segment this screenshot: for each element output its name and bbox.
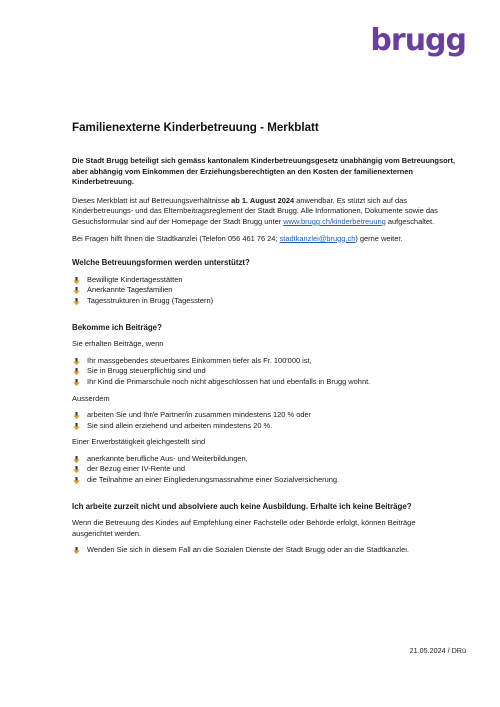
list-item-text: Ihr Kind die Primarschule noch nicht abgeschlossen hat und ebenfalls in Brugg wohnt. (87, 376, 371, 386)
contributions-heading: Bekomme ich Beiträge? (72, 322, 162, 332)
list-item (72, 475, 458, 486)
list-item (72, 421, 458, 432)
effective-date: ab 1. August 2024 (231, 195, 295, 205)
additional-label: Ausserdem (72, 393, 110, 403)
list-item (72, 464, 458, 475)
list-item-text: Wenden Sie sich in diesem Fall an die Sozialen Dienste der Stadt Brugg oder an die Stadtkanzlei. (87, 545, 409, 555)
contact-text-1: Bei Fragen hilft Ihnen die Stadtkanzlei (Telefon 056 461 76 24; (72, 233, 280, 243)
list-item (72, 296, 458, 307)
equivalents-label: Einer Erwerbstätigkeit gleichgestellt sind (72, 437, 206, 447)
list-item (72, 410, 458, 421)
list-item (72, 545, 458, 556)
arrow-bullet-icon (73, 412, 80, 419)
list-item-text: arbeiten Sie und Ihr/e Partner/in zusammen mindestens 120 % oder (87, 410, 312, 420)
contact-paragraph (72, 234, 458, 245)
conditions-list (72, 356, 458, 388)
arrow-bullet-icon (73, 477, 80, 484)
list-item-text: Bewilligte Kindertagesstätten (87, 274, 183, 284)
homepage-link[interactable]: www.brugg.ch/kinderbetreuung (283, 216, 386, 226)
intro-text-1: Dieses Merkblatt ist auf Betreuungsverhältnisse (72, 195, 232, 205)
page-title: Familienexterne Kinderbetreuung - Merkblatt (72, 121, 319, 134)
list-item-text: Ihr massgebendes steuerbares Einkommen tiefer als Fr. 100'000 ist, (87, 355, 312, 365)
list-item-text: der Bezug einer IV-Rente und (87, 464, 185, 474)
document-body (72, 121, 458, 562)
list-item (72, 454, 458, 465)
arrow-bullet-icon (73, 287, 80, 294)
intro-text-2: anwendbar. Es stützt sich auf das Kinderbetreuungs- und das Elternbeitragsreglement der Stadt Brugg. Alle Informationen, Dokumente sowie das Gesuchsformular sind auf der Homepage der Stadt Brugg unter (72, 195, 438, 226)
list-item-text: Sie in Brugg steuerpflichtig sind und (87, 366, 206, 376)
intro-statement: Die Stadt Brugg beteiligt sich gemäss kantonalem Kinderbetreuungsgesetz unabhängig vom Betreuungsort, aber abhängig vom Einkommen der Erziehungsberechtigten an den Kosten der familienexternen Kinderbetreuung. (72, 156, 456, 187)
forms-list (72, 275, 458, 307)
list-item (72, 366, 458, 377)
arrow-bullet-icon (73, 358, 80, 365)
forms-heading: Welche Betreuungsformen werden unterstützt? (72, 258, 250, 268)
section-forms (72, 258, 458, 306)
list-item-text: die Teilnahme an einer Eingliederungsmassnahme einer Sozialversicherung. (87, 475, 340, 485)
equivalents-list (72, 454, 458, 486)
section-no-work (72, 502, 458, 556)
brugg-logo: brugg (370, 23, 466, 58)
list-item-text: anerkannte berufliche Aus- und Weiterbildungen, (87, 453, 248, 463)
arrow-bullet-icon (73, 368, 80, 375)
list-item (72, 377, 458, 388)
arrow-bullet-icon (73, 466, 80, 473)
contributions-lead: Sie erhalten Beiträge, wenn (72, 339, 164, 349)
list-item-text: Anerkannte Tagesfamilien (87, 285, 173, 295)
no-work-text: Wenn die Betreuung des Kindes auf Empfehlung einer Fachstelle oder Behörde erfolgt, können Beiträge ausgerichtet werden. (72, 518, 416, 538)
list-item (72, 356, 458, 367)
list-item (72, 285, 458, 296)
footer-date: 21.05.2024 / DRü (409, 646, 466, 655)
arrow-bullet-icon (73, 379, 80, 386)
intro-paragraph (72, 196, 458, 228)
arrow-bullet-icon (73, 456, 80, 463)
arrow-bullet-icon (73, 547, 80, 554)
arrow-bullet-icon (73, 298, 80, 305)
arrow-bullet-icon (73, 277, 80, 284)
no-work-heading: Ich arbeite zurzeit nicht und absolviere auch keine Ausbildung. Erhalte ich keine Beiträge? (72, 501, 412, 511)
email-link[interactable]: stadtkanzlei@brugg.ch (279, 233, 356, 243)
list-item (72, 275, 458, 286)
intro-text-3: aufgeschaltet. (385, 216, 435, 226)
no-work-list (72, 545, 458, 556)
contact-text-2: ) gerne weiter. (355, 233, 403, 243)
list-item-text: Sie sind allein erziehend und arbeiten mindestens 20 %. (87, 420, 273, 430)
section-contributions (72, 323, 458, 486)
work-conditions-list (72, 410, 458, 431)
list-item-text: Tagesstrukturen in Brugg (Tagesstern) (87, 295, 214, 305)
arrow-bullet-icon (73, 423, 80, 430)
